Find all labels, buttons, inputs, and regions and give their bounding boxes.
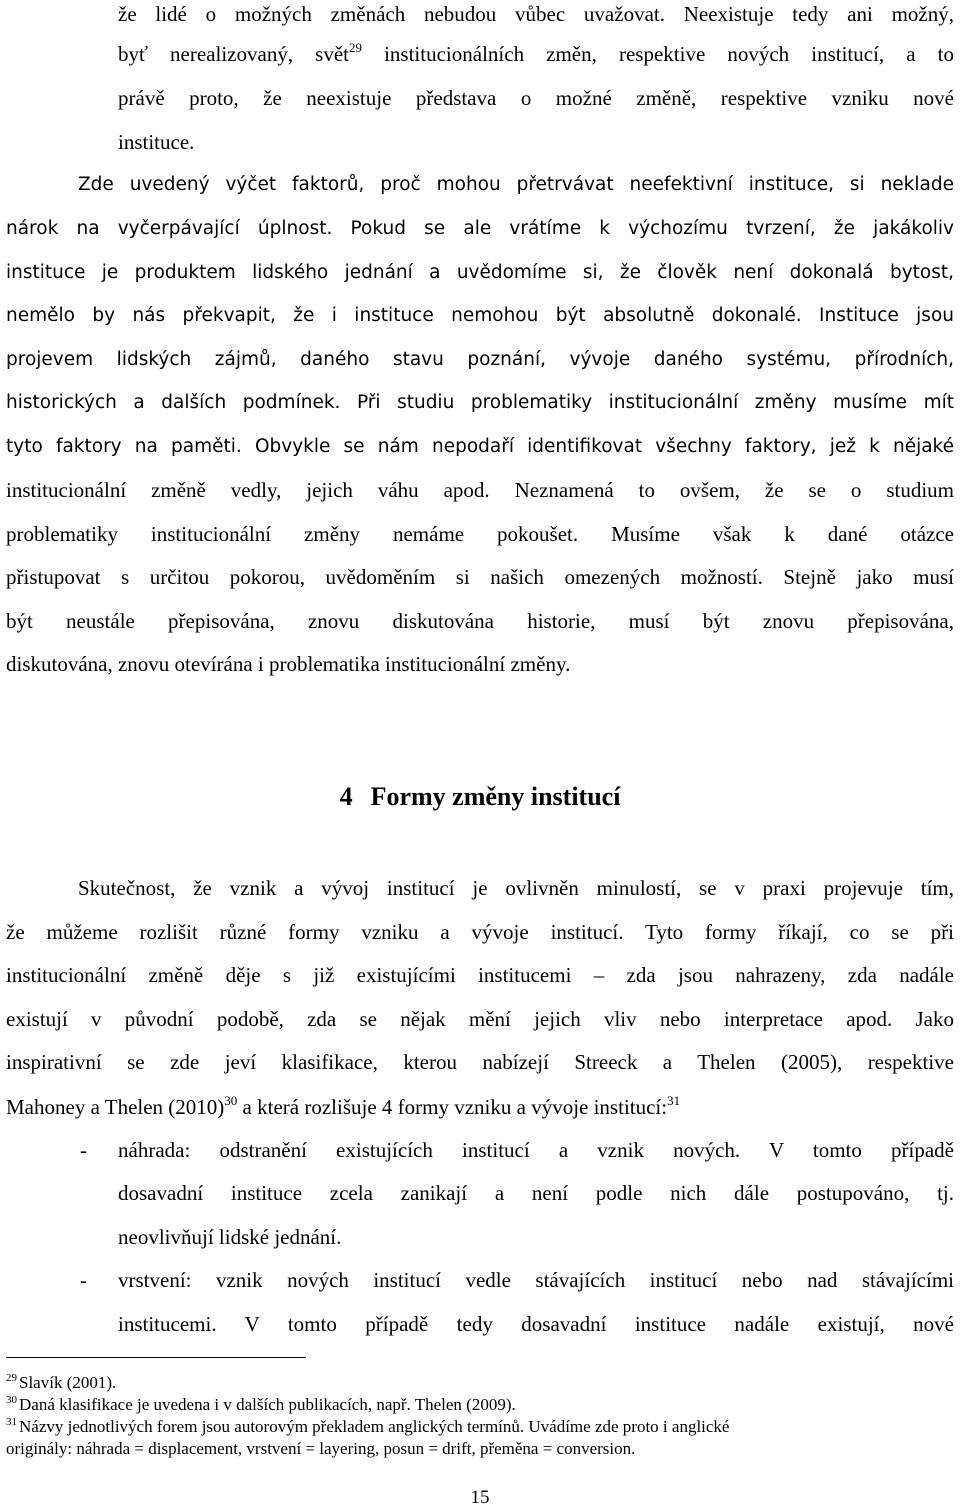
- text-line: historických a dalších podmínek. Při studiu problematiky institucionální změny musíme mít: [6, 392, 954, 413]
- footnote-separator: [6, 1357, 306, 1358]
- text-line: tyto faktory na paměti. Obvykle se nám nepodaří identifikovat všechny faktory, jež k nějaké: [6, 436, 954, 457]
- text-line: [118, 40, 954, 68]
- footnote-ref-31: 31: [667, 1093, 681, 1108]
- footnote: [6, 1416, 954, 1438]
- text-line: být neustále přepisována, znovu diskutována historie, musí být znovu přepisována,: [6, 609, 954, 633]
- footnote-continuation: originály: náhrada = displacement, vrstvení = layering, posun = drift, přeměna = conversion.: [6, 1439, 636, 1458]
- footnote-text: Slavík (2001).: [19, 1373, 117, 1392]
- footnote: [6, 1372, 954, 1394]
- footnote-mark: 29: [6, 1372, 17, 1384]
- footnote-ref-30: 30: [224, 1093, 238, 1108]
- footnote-text: Názvy jednotlivých forem jsou autorovým překladem anglických termínů. Uvádíme zde proto i anglické: [19, 1417, 730, 1436]
- footnote-ref-29: 29: [349, 40, 362, 55]
- text-fragment: byť nerealizovaný, svět: [118, 42, 349, 66]
- text-line: institucionální změně vedly, jejich váhu apod. Neznamená to ovšem, že se o studium: [6, 478, 954, 502]
- text-line: nemělo by nás překvapit, že i instituce nemohou být absolutně dokonalé. Instituce jsou: [6, 305, 954, 326]
- list-bullet: -: [80, 1138, 87, 1162]
- section-heading: [0, 780, 960, 814]
- footnote-mark: 30: [6, 1394, 17, 1406]
- footnote-text: Daná klasifikace je uvedena i v dalších publikacích, např. Thelen (2009).: [19, 1395, 516, 1414]
- section-number: 4: [339, 782, 353, 811]
- list-item-line: neovlivňují lidské jednání.: [118, 1225, 342, 1249]
- text-line: nárok na vyčerpávající úplnost. Pokud se ale vrátíme k výchozímu tvrzení, že jakákoliv: [6, 218, 954, 239]
- text-line: přistupovat s určitou pokorou, uvědoměním si našich omezených možností. Stejně jako musí: [6, 565, 954, 589]
- list-item-line: dosavadní instituce zcela zanikají a není podle nich dále postupováno, tj.: [118, 1181, 954, 1205]
- footnote-mark: 31: [6, 1416, 17, 1428]
- text-line: Zde uvedený výčet faktorů, proč mohou přetrvávat neefektivní instituce, si neklade: [78, 174, 954, 195]
- section-title: Formy změny institucí: [370, 782, 621, 811]
- text-fragment: Mahoney a Thelen (2010): [6, 1095, 225, 1119]
- list-item-line: náhrada: odstranění existujících institucí a vznik nových. V tomto případě: [118, 1138, 954, 1162]
- text-line: existují v původní podobě, zda se nějak mění jejich vliv nebo interpretace apod. Jako: [6, 1007, 954, 1031]
- text-line: [6, 1093, 954, 1121]
- text-line: právě proto, že neexistuje představa o možné změně, respektive vzniku nové: [118, 86, 954, 110]
- text-line: projevem lidských zájmů, daného stavu poznání, vývoje daného systému, přírodních,: [6, 349, 954, 370]
- list-item-line: institucemi. V tomto případě tedy dosavadní instituce nadále existují, nové: [118, 1312, 954, 1336]
- text-line: instituce.: [118, 130, 195, 154]
- text-line: institucionální změně děje s již existujícími institucemi – zda jsou nahrazeny, zda nadále: [6, 963, 954, 987]
- text-line: problematiky institucionální změny nemáme pokoušet. Musíme však k dané otázce: [6, 522, 954, 546]
- page-number: 15: [470, 1487, 490, 1508]
- list-item-line: vrstvení: vznik nových institucí vedle stávajících institucí nebo nad stávajícími: [118, 1268, 954, 1292]
- list-bullet: -: [80, 1268, 87, 1292]
- text-line: instituce je produktem lidského jednání a uvědomíme si, že člověk není dokonalá bytost,: [6, 262, 954, 283]
- text-fragment: institucionálních změn, respektive nových institucí, a to: [362, 42, 954, 66]
- text-line: Skutečnost, že vznik a vývoj institucí je ovlivněn minulostí, se v praxi projevuje tím,: [78, 876, 954, 900]
- footnote: [6, 1394, 954, 1416]
- text-fragment: a která rozlišuje 4 formy vzniku a vývoje institucí:: [237, 1095, 668, 1119]
- text-line: inspirativní se zde jeví klasifikace, kterou nabízejí Streeck a Thelen (2005), respektive: [6, 1050, 954, 1074]
- text-line: že lidé o možných změnách nebudou vůbec uvažovat. Neexistuje tedy ani možný,: [118, 2, 954, 26]
- text-line: že můžeme rozlišit různé formy vzniku a vývoje institucí. Tyto formy říkají, co se při: [6, 920, 954, 944]
- text-line: diskutována, znovu otevírána i problematika institucionální změny.: [6, 652, 571, 676]
